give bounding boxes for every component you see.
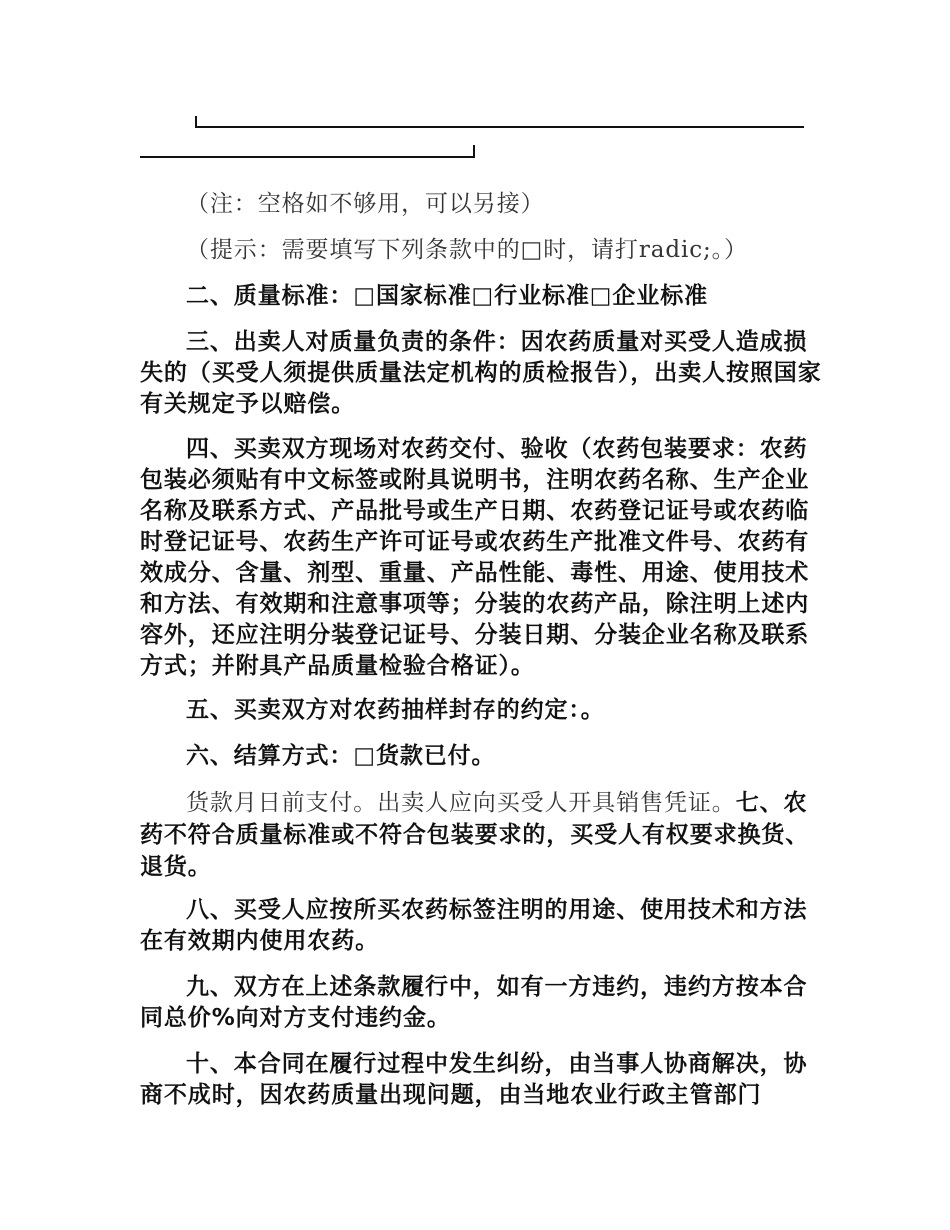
clause-6-settlement [140,741,830,772]
clause-2-label: 二、质量标准： [186,283,354,309]
clause-2-quality-standard [140,281,830,312]
checkbox-payment-made[interactable]: □货款已付。 [353,743,496,769]
payment-and-clause-7 [140,787,830,883]
blank-line-2 [140,156,475,158]
blank-line-2-tick [473,145,475,158]
clause-8-usage: 八、买受人应按所买农药标签注明的用途、使用技术和方法在有效期内使用农药。 [140,897,808,954]
clause-10-dispute: 十、本合同在履行过程中发生纠纷，由当事人协商解决，协商不成时，因农药质量出现问题，由当地农业行政主管部门 [140,1051,808,1108]
clause-9-breach: 九、双方在上述条款履行中，如有一方违约，违约方按本合同总价%向对方支付违约金。 [140,974,808,1031]
checkbox-national-standard[interactable]: □国家标准 [353,283,472,309]
payment-note: 货款月日前支付。出卖人应向买受人开具销售凭证。 [186,790,736,816]
clause-5-sampling: 五、买卖双方对农药抽样封存的约定：。 [186,697,605,723]
checkbox-enterprise-standard[interactable]: □企业标准 [589,283,709,309]
checkbox-industry-standard[interactable]: □行业标准 [471,283,590,309]
blank-line-1 [195,126,804,128]
clause-4-delivery-inspection: 四、买卖双方现场对农药交付、验收（农药包装要求：农药包装必须贴有中文标签或附具说明书，注明农药名称、生产企业名称及联系方式、产品批号或生产日期、农药登记证号或农药临时登记证号、农药生产许可证号或农药生产批准文件号、农药有效成分、含量、剂型、重量、产品性能、毒性、用途、使用技术和方法、有效期和注意事项等；分装的农药产品，除注明上述内容外，还应注明分装登记证号、分装日期、分装企业名称及联系方式；并附具产品质量检验合格证）。 [140,436,810,679]
clause-6-label: 六、结算方式： [186,743,354,769]
hint-text: （提示：需要填写下列条款中的□时，请打radic;。） [186,237,748,263]
clause-3-quality-liability: 三、出卖人对质量负责的条件：因农药质量对买受人造成损失的（买受人须提供质量法定机构的质检报告），出卖人按照国家有关规定予以赔偿。 [140,329,822,417]
clause-7-exchange-return: 七、农药不符合质量标准或不符合包装要求的，买受人有权要求换货、退货。 [140,790,810,880]
note-text: （注：空格如不够用，可以另接） [186,191,545,217]
